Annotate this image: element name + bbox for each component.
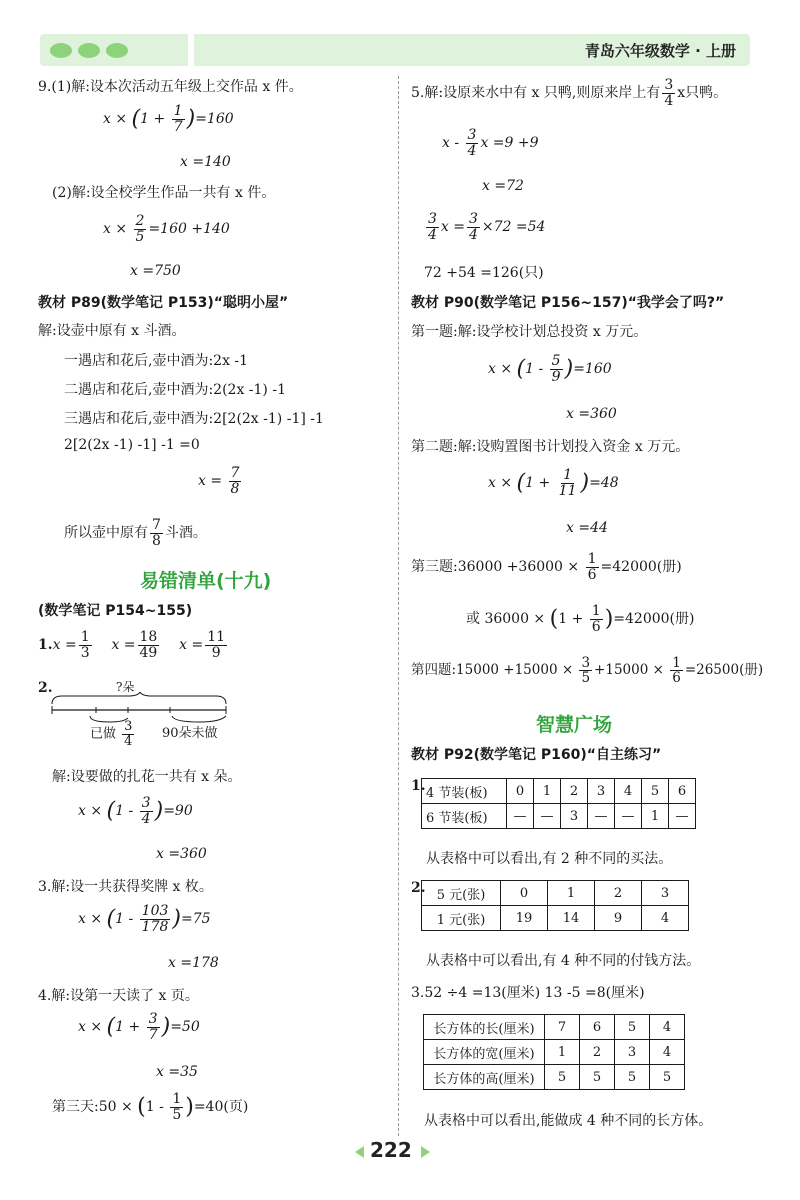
table-cell: 长方体的高(厘米) <box>424 1065 545 1090</box>
t2-intro: 第二题:解:设购置图书计划投入资金 x 万元。 <box>411 439 690 455</box>
t2-eq: x × (1 + $\frac{1}{11}$ )=48 <box>488 467 619 499</box>
t4-line: 第四题:15000 +15000 × $\frac{3}{5}$ +15000 × $\frac{1}{6}$ =26500(册) <box>411 655 764 687</box>
table-cell: 5 <box>580 1065 615 1090</box>
q5-eq1: x - $\frac{3}{4}$ x =9 +9 <box>442 127 539 159</box>
q9-part1: 9.(1)解:设本次活动五年级上交作品 x 件。 <box>38 79 303 95</box>
w3-table <box>423 1014 685 1090</box>
table-cell: — <box>588 804 615 829</box>
q9-result1: x =140 <box>180 154 231 170</box>
table-cell: 3 <box>588 779 615 804</box>
q9-part2: (2)解:设全校学生作品一共有 x 件。 <box>52 185 276 201</box>
e4-day3: 第三天:50 × (1 - $\frac{1}{5}$ )=40(页) <box>52 1091 249 1123</box>
table-row <box>424 1015 685 1040</box>
w3-conclusion: 从表格中可以看出,能做成 4 种不同的长方体。 <box>424 1113 713 1129</box>
table-cell: 3 <box>642 881 689 906</box>
table-cell: — <box>534 804 561 829</box>
section-title-mistakes: 易错清单(十九) <box>140 570 272 592</box>
table-cell: 长方体的宽(厘米) <box>424 1040 545 1065</box>
w2-conclusion: 从表格中可以看出,有 4 种不同的付钱方法。 <box>426 953 701 969</box>
table-cell: 5 <box>650 1065 685 1090</box>
table-cell: 长方体的长(厘米) <box>424 1015 545 1040</box>
table-cell: 19 <box>501 906 548 931</box>
table-cell: 5 <box>615 1065 650 1090</box>
table-row <box>424 1040 685 1065</box>
section-title-wisdom: 智慧广场 <box>536 714 613 736</box>
table-row <box>422 779 696 804</box>
e4-intro: 4.解:设第一天读了 x 页。 <box>38 988 199 1004</box>
table-cell: 1 <box>534 779 561 804</box>
e1-answers: 1.x = $\frac{1}{3}$ x = $\frac{18}{49}$ x = $\frac{11}{9}$ <box>38 629 226 661</box>
wine-intro: 解:设壶中原有 x 斗酒。 <box>38 323 186 339</box>
e2-undone: 90朵未做 <box>162 726 218 741</box>
e2-question-label: ?朵 <box>116 680 135 694</box>
e2-done: 已做 $\frac{3}{4}$ <box>90 719 133 749</box>
header-decoration <box>40 34 188 66</box>
table-cell: 4 节装(板) <box>422 779 507 804</box>
next-arrow-icon <box>421 1146 430 1158</box>
q5-intro: 5.解:设原来水中有 x 只鸭,则原来岸上有 $\frac{3}{4}$ x只鸭。 <box>411 77 728 109</box>
table-cell: 1 <box>545 1040 580 1065</box>
table-cell: 2 <box>561 779 588 804</box>
t3-line1: 第三题:36000 +36000 × $\frac{1}{6}$ =42000(册) <box>411 551 682 583</box>
table-cell: 0 <box>507 779 534 804</box>
table-cell: 4 <box>615 779 642 804</box>
wine-result: x = $\frac{7}{8}$ <box>198 465 240 497</box>
dot-icon <box>50 43 72 58</box>
wine-line3: 三遇店和花后,壶中酒为:2[2(2x -1) -1] -1 <box>64 411 324 427</box>
t1-result: x =360 <box>566 406 617 422</box>
column-divider <box>398 76 399 1136</box>
dot-icon <box>78 43 100 58</box>
e4-eq: x × (1 + $\frac{3}{7}$ )=50 <box>78 1011 200 1043</box>
e3-eq: x × (1 - $\frac{103}{178}$ )=75 <box>78 903 211 935</box>
prev-arrow-icon <box>355 1146 364 1158</box>
table-cell: — <box>615 804 642 829</box>
q5-result1: x =72 <box>482 178 524 194</box>
wine-conclusion: 所以壶中原有 $\frac{7}{8}$ 斗酒。 <box>64 517 207 549</box>
table-cell: — <box>669 804 696 829</box>
q9-eq2: x × $\frac{2}{5}$ =160 +140 <box>103 213 230 245</box>
table-cell: 1 <box>642 804 669 829</box>
q9-result2: x =750 <box>130 263 181 279</box>
table-row <box>422 881 689 906</box>
table-cell: 3 <box>561 804 588 829</box>
e2-label: 2. <box>38 680 53 696</box>
q9-eq1: x × (1 + $\frac{1}{7}$ )=160 <box>103 103 234 135</box>
table-cell: 4 <box>650 1040 685 1065</box>
w1-conclusion: 从表格中可以看出,有 2 种不同的买法。 <box>426 851 673 867</box>
table-cell: 3 <box>615 1040 650 1065</box>
table-cell: 0 <box>501 881 548 906</box>
q5-eq2: $\frac{3}{4}$ x = $\frac{3}{4}$ ×72 =54 <box>428 211 546 243</box>
table-cell: 14 <box>548 906 595 931</box>
e2-result: x =360 <box>156 846 207 862</box>
book-title: 青岛六年级数学 · 上册 <box>584 42 736 60</box>
t2-result: x =44 <box>566 520 608 536</box>
source-ref-4: 教材 P92(数学笔记 P160)“自主练习” <box>411 747 662 763</box>
w2-table <box>421 880 689 931</box>
e2-eq: x × (1 - $\frac{3}{4}$ )=90 <box>78 795 193 827</box>
source-ref-1: 教材 P89(数学笔记 P153)“聪明小屋” <box>38 295 289 311</box>
table-cell: 5 <box>615 1015 650 1040</box>
table-cell: 6 节装(板) <box>422 804 507 829</box>
source-ref-2: (数学笔记 P154~155) <box>38 603 193 619</box>
table-row <box>422 804 696 829</box>
t3-line2: 或 36000 × (1 + $\frac{1}{6}$ )=42000(册) <box>466 603 695 635</box>
table-cell: 4 <box>650 1015 685 1040</box>
dot-icon <box>106 43 128 58</box>
table-row <box>424 1065 685 1090</box>
wine-line2: 二遇店和花后,壶中酒为:2(2x -1) -1 <box>64 382 286 398</box>
table-cell: 2 <box>595 881 642 906</box>
table-cell: 6 <box>669 779 696 804</box>
w2-label: 2. <box>411 880 426 896</box>
w1-table <box>421 778 696 829</box>
e3-intro: 3.解:设一共获得奖牌 x 枚。 <box>38 879 213 895</box>
table-cell: 9 <box>595 906 642 931</box>
e4-result: x =35 <box>156 1064 198 1080</box>
e3-result: x =178 <box>168 955 219 971</box>
table-cell: — <box>507 804 534 829</box>
table-cell: 5 <box>545 1065 580 1090</box>
e2-intro: 解:设要做的扎花一共有 x 朵。 <box>52 769 242 785</box>
table-cell: 5 <box>642 779 669 804</box>
wine-line4: 2[2(2x -1) -1] -1 =0 <box>64 437 200 453</box>
table-cell: 4 <box>642 906 689 931</box>
page-number: 222 <box>370 1138 412 1162</box>
q5-total: 72 +54 =126(只) <box>424 265 544 281</box>
segment-diagram <box>50 692 230 724</box>
table-cell: 5 元(张) <box>422 881 501 906</box>
wine-line1: 一遇店和花后,壶中酒为:2x -1 <box>64 353 249 369</box>
t1-intro: 第一题:解:设学校计划总投资 x 万元。 <box>411 324 648 340</box>
t1-eq: x × (1 - $\frac{5}{9}$ )=160 <box>488 353 612 385</box>
table-cell: 1 元(张) <box>422 906 501 931</box>
source-ref-3: 教材 P90(数学笔记 P156~157)“我学会了吗?” <box>411 295 725 311</box>
table-cell: 2 <box>580 1040 615 1065</box>
w3-line: 3.52 ÷4 =13(厘米) 13 -5 =8(厘米) <box>411 985 645 1001</box>
table-cell: 1 <box>548 881 595 906</box>
table-cell: 7 <box>545 1015 580 1040</box>
table-row <box>422 906 689 931</box>
w1-label: 1. <box>411 778 426 794</box>
header-bar <box>194 34 750 66</box>
table-cell: 6 <box>580 1015 615 1040</box>
